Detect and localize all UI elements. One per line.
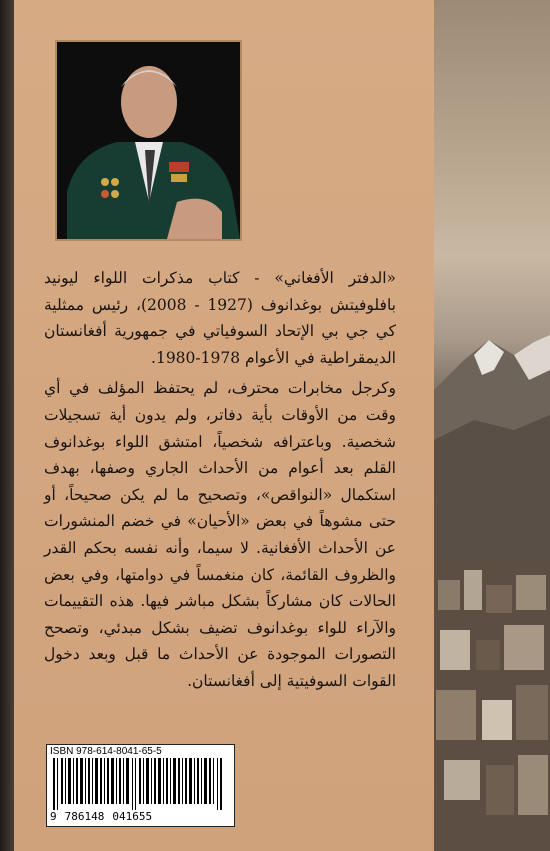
spine-edge	[0, 0, 14, 851]
barcode-icon	[53, 758, 229, 810]
barcode-digits	[50, 810, 231, 823]
barcode-digit-group-2: 041655	[112, 810, 153, 823]
blurb-paragraph-1: «الدفتر الأفغاني» - كتاب مذكرات اللواء ليونيد بافلوفيتش بوغدانوف (1927 - 2008)، رئيس ممثلية كي جي بي الإتحاد السوفياتي في جمهورية أفغانستان الديمقراطية في الأعوام 1978-1980.	[44, 269, 396, 367]
back-cover-blurb	[44, 265, 396, 699]
author-portrait-image	[57, 42, 240, 239]
isbn-barcode	[46, 744, 235, 827]
barcode-digit-group-1: 786148	[64, 810, 105, 823]
isbn-number: ISBN 978-614-8041-65-5	[50, 746, 162, 757]
city-buildings-image	[434, 560, 550, 851]
mountain-image	[434, 330, 550, 560]
blurb-paragraph-2: وكرجل مخابرات محترف، لم يحتفظ المؤلف في أي وقت من الأوقات بأية دفاتر، ولم يدون أية تسجيلات شخصية. وباعترافه شخصياً، امتشق اللواء بوغدانوف القلم بعد أعوام من الأحداث الجاري وصفها، بهدف استكمال «النواقص»، وتصحيح ما لم يكن صحيحاً، أو حتى مشوهاً في بعض «الأحيان» في خضم المنشورات عن الأحداث الأفغانية. لا سيما، وأنه نفسه بحكم القدر والظروف القائمة، كان منغمساً في دوامتها، وفي بعض الحالات كان مشاركاً بشكل مباشر فيها. هذه التقييمات والآراء للواء بوغدانوف تضيف بشكل مبدئي، وتصحح التصورات الموجودة عن الأحداث ما قبل وبعد دخول القوات السوفيتية إلى أفغانستان.	[44, 379, 396, 690]
barcode-digit-prefix: 9	[50, 810, 57, 823]
author-portrait	[55, 40, 242, 241]
